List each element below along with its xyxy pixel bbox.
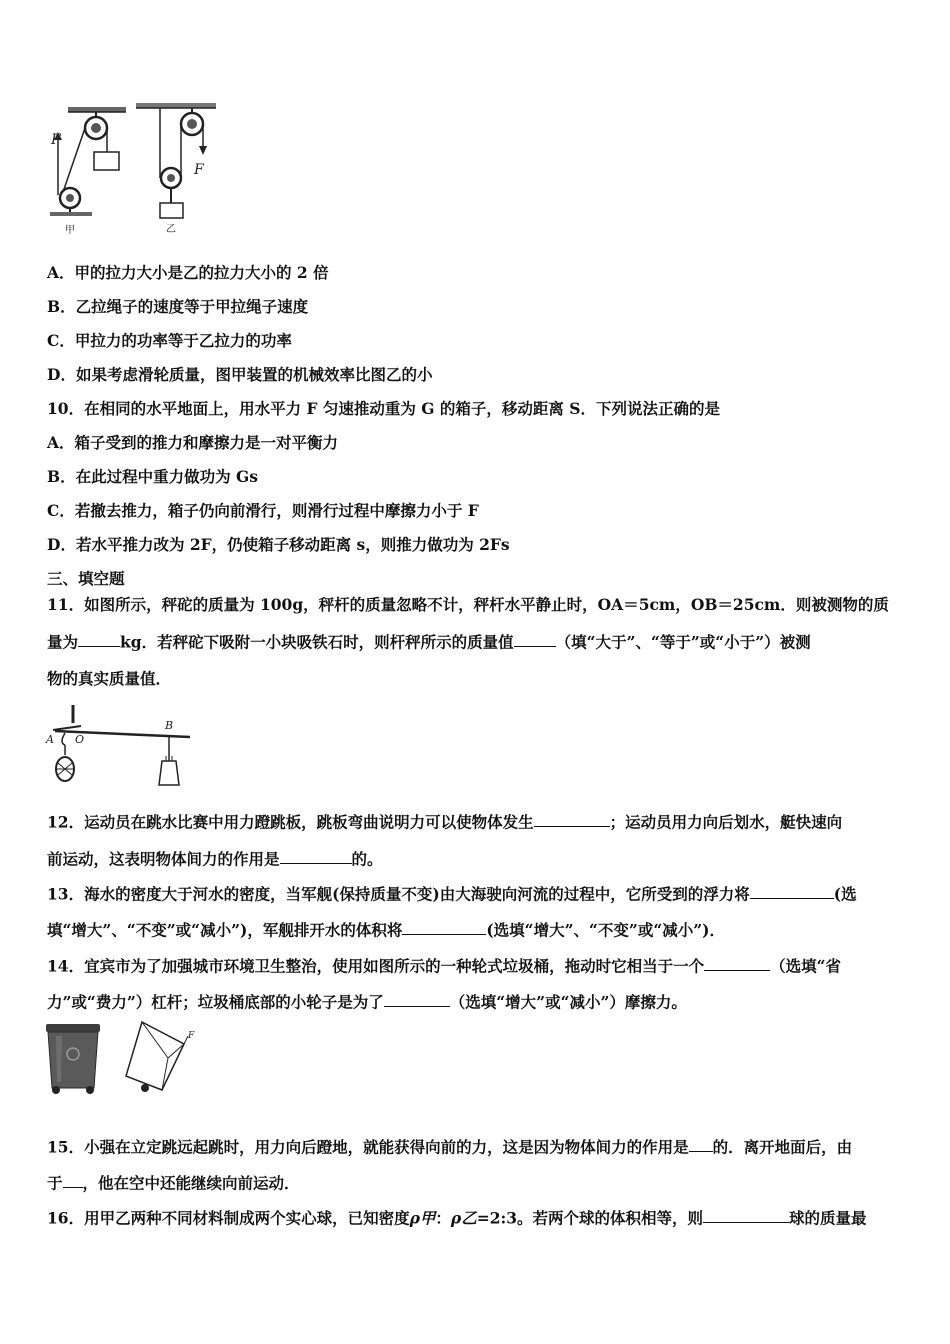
q11-text-a: 量为 [47, 632, 79, 652]
trash-can-diagram [42, 1018, 212, 1098]
q11-text-b: kg．若秤砣下吸附一小块吸铁石时，则杆秤所示的质量值 [120, 632, 514, 652]
q13-line-2 [47, 918, 725, 940]
q11-blank-2[interactable] [514, 630, 556, 647]
steelyard-figure [45, 703, 195, 798]
q12-blank-2[interactable] [280, 847, 352, 864]
steelyard-label-a: A [46, 733, 54, 746]
q14-text-d: （选填“增大”或“减小”）摩擦力。 [449, 992, 687, 1012]
q13-text-d: (选填“增大”、“不变”或“减小”)． [486, 920, 726, 940]
q15-text-c: 于 [47, 1173, 63, 1193]
q9-option-b: B．乙拉绳子的速度等于甲拉绳子速度 [47, 297, 309, 316]
q15-line-1 [47, 1135, 852, 1157]
q10-stem: 10．在相同的水平地面上，用水平力 F 匀速推动重为 G 的箱子，移动距离 S．下列说法正确的是 [47, 399, 720, 418]
q15-text-b: 的．离开地面后，由 [712, 1137, 853, 1157]
q11-line-2 [47, 630, 811, 652]
q13-blank-2[interactable] [402, 918, 486, 935]
q13-text-b: (选 [833, 884, 857, 904]
q16-ratio: =2:3。若两个球的体积相等，则 [476, 1208, 703, 1228]
pulley-diagram [40, 100, 230, 240]
q15-blank-1[interactable] [689, 1135, 713, 1152]
q10-option-d: D．若水平推力改为 2F，仍使箱子移动距离 s，则推力做功为 2Fs [47, 535, 510, 554]
q13-line-1 [47, 882, 857, 904]
q10-option-c: C．若撤去推力，箱子仍向前滑行，则滑行过程中摩擦力小于 F [47, 501, 479, 520]
q16-blank-1[interactable] [703, 1206, 789, 1223]
steelyard-diagram [45, 703, 195, 798]
q12-text-c: 前运动，这表明物体间力的作用是 [47, 849, 280, 869]
q14-line-2 [47, 990, 687, 1012]
q15-text-d: ，他在空中还能继续向前运动． [82, 1173, 300, 1193]
steelyard-label-o: O [75, 733, 85, 746]
q14-blank-2[interactable] [384, 990, 450, 1007]
q11-line-1: 11．如图所示，秤砣的质量为 100g，秤杆的质量忽略不计，秤杆水平静止时，OA＝5cm，OB＝25cm．则被测物的质 [47, 595, 889, 614]
q16-line-1 [47, 1206, 867, 1228]
q9-option-c: C．甲拉力的功率等于乙拉力的功率 [47, 331, 292, 350]
yi-label: 乙 [166, 224, 176, 235]
q16-text-a: 16．用甲乙两种不同材料制成两个实心球，已知密度 [47, 1208, 410, 1228]
q15-line-2 [47, 1171, 300, 1193]
q12-text-b: ；运动员用力向后划水，艇快速向 [609, 812, 843, 832]
q12-text-d: 的。 [351, 849, 383, 869]
q14-text-c: 力”或“费力”）杠杆；垃圾桶底部的小轮子是为了 [47, 992, 384, 1012]
jia-force-label: F [51, 132, 61, 148]
q12-line-2 [47, 847, 383, 869]
q15-blank-2[interactable] [63, 1171, 83, 1188]
q16-text-b: 球的质量最 [789, 1208, 867, 1228]
q12-line-1 [47, 810, 842, 832]
trash-can-figure [42, 1018, 212, 1098]
q14-blank-1[interactable] [704, 954, 770, 971]
pulley-figure [40, 100, 230, 240]
q12-blank-1[interactable] [534, 810, 610, 827]
q11-line-3: 物的真实质量值． [47, 669, 172, 688]
steelyard-label-b: B [165, 719, 174, 732]
q13-blank-1[interactable] [750, 882, 834, 899]
q11-blank-1[interactable] [78, 630, 120, 647]
yi-force-label: F [194, 162, 204, 178]
q16-sep: ： [435, 1208, 451, 1228]
q15-text-a: 15．小强在立定跳远起跳时，用力向后蹬地，就能获得向前的力，这是因为物体间力的作用是 [47, 1137, 689, 1157]
q9-option-d: D．如果考虑滑轮质量，图甲装置的机械效率比图乙的小 [47, 365, 433, 384]
q13-text-a: 13．海水的密度大于河水的密度，当军舰(保持质量不变)由大海驶向河流的过程中，它所受到的浮力将 [47, 884, 750, 904]
section-heading-fill-blank: 三、填空题 [47, 569, 125, 588]
q16-rho-yi: ρ乙 [450, 1208, 477, 1228]
jia-label: 甲 [65, 225, 75, 236]
q14-text-b: （选填“省 [770, 956, 841, 976]
q14-line-1 [47, 954, 841, 976]
q13-text-c: 填“增大”、“不变”或“减小”)，军舰排开水的体积将 [47, 920, 403, 940]
q9-option-a: A．甲的拉力大小是乙的拉力大小的 2 倍 [47, 263, 329, 282]
q10-option-b: B．在此过程中重力做功为 Gs [47, 467, 258, 486]
q11-text-c: （填“大于”、“等于”或“小于”）被测 [555, 632, 811, 652]
trash-force-label: F [188, 1031, 195, 1041]
q14-text-a: 14．宜宾市为了加强城市环境卫生整治，使用如图所示的一种轮式垃圾桶，拖动时它相当于一个 [47, 956, 705, 976]
q16-rho-jia: ρ甲 [409, 1208, 436, 1228]
q12-text-a: 12．运动员在跳水比赛中用力蹬跳板，跳板弯曲说明力可以使物体发生 [47, 812, 534, 832]
q10-option-a: A．箱子受到的推力和摩擦力是一对平衡力 [47, 433, 339, 452]
